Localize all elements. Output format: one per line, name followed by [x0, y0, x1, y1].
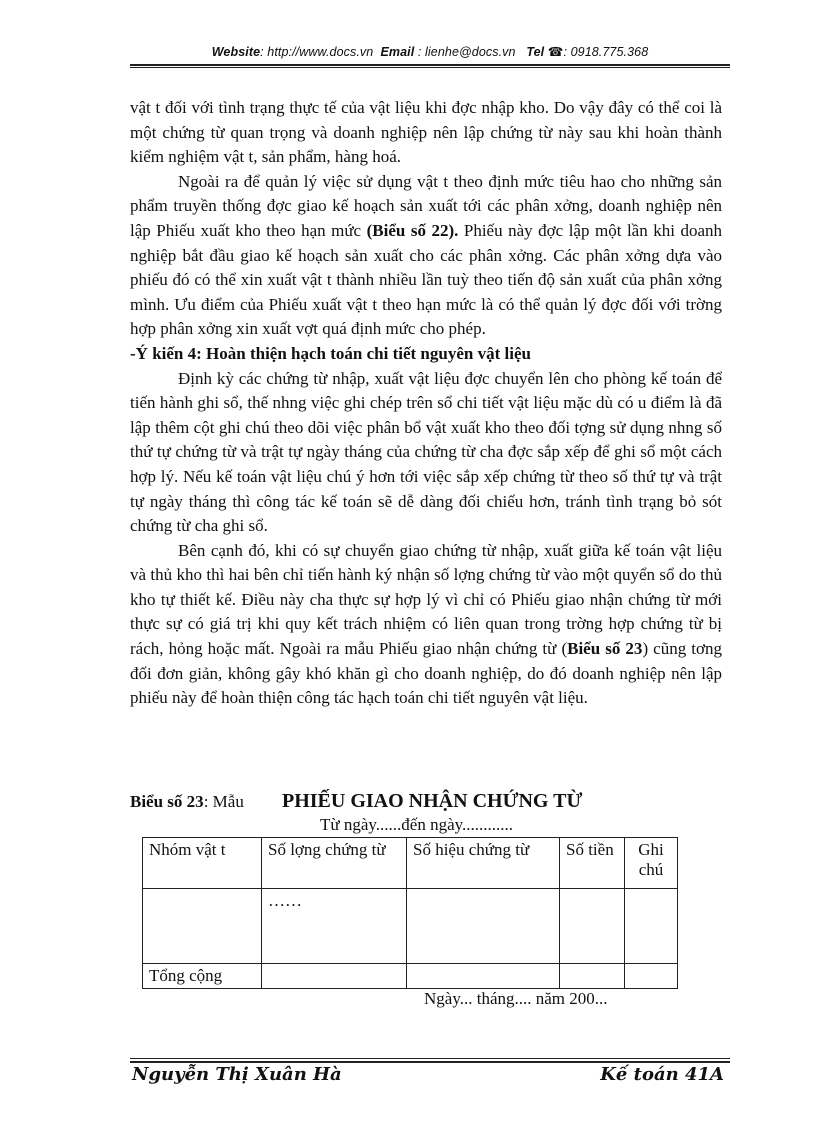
- table-cell: ……: [262, 889, 407, 964]
- paragraph-4-bold-ref: Biểu số 23: [567, 639, 643, 659]
- paragraph-2-bold-ref: (Biểu số 22).: [366, 220, 459, 240]
- table-cell: [625, 964, 678, 989]
- table-header-row: [143, 838, 678, 889]
- paragraph-4-text-b: ) cũng tơng đối đơn giản, không gây khó khăn gì cho doanh nghiệp, do đó doanh nghiệp nên lập phiếu này để hoàn thiện công tác hạch toán chi tiết nguyên vật liệu.: [130, 639, 722, 708]
- form-label: [130, 792, 244, 812]
- column-header: Ghi chú: [625, 838, 678, 889]
- website-label: Website: [211, 45, 261, 59]
- paragraph-2-text-b: Phiếu này đợc lập một lần khi doanh nghiệp bắt đầu giao kế hoạch sản xuất cho các phân xởng. Các phân xởng dựa vào phiếu đó có thể xin xuất vật t thành nhiều lần tuỳ theo tiến độ sản xuất của phân xởng mình. Ưu điểm của Phiếu xuất vật t theo hạn mức là có thể quản lý đợc đối với trờng hợp phân xởng xin xuất vợt quá định mức cho phép.: [130, 220, 722, 339]
- email-value: : lienhe@docs.vn: [417, 45, 516, 59]
- table-cell: [560, 964, 625, 989]
- email-label: Email: [380, 45, 415, 59]
- tel-label: Tel ☎: [526, 45, 564, 59]
- paragraph-2: [130, 170, 722, 342]
- paragraph-3: Định kỳ các chứng từ nhập, xuất vật liệu đợc chuyển lên cho phòng kế toán để tiến hành ghi sổ, thế nhng việc ghi chép trên sổ chi tiết vật liệu mặc dù có u điểm là đã lập thêm cột ghi chú theo dõi việc phân bổ vật xuất kho theo đối tợng sử dụng nhng số thứ tự chứng từ và trật tự ngày tháng của chứng từ cha đợc sắp xếp để ghi sổ một cách hợp lý. Nếu kế toán vật liệu chú ý hơn tới việc sắp xếp chứng từ theo số thứ tự và trật tự ngày tháng thì công tác kế toán sẽ dễ dàng đối chiếu hơn, tránh tình trạng bỏ sót chứng từ cha ghi sổ.: [130, 368, 722, 536]
- paragraph-4-text-a: Bên cạnh đó, khi có sự chuyển giao chứng từ nhập, xuất giữa kế toán vật liệu và thủ kho thì hai bên chỉ tiến hành ký nhận số lợng chứng từ vào một quyển sổ do thủ kho tự thiết kế. Điều này cha thực sự hợp lý vì chỉ có Phiếu giao nhận chứng từ mới thực sự có giá trị khi quy kết trách nhiệm có liên quan trong trờng hợp chứng từ bị rách, hỏng hoặc mất. Ngoài ra mẫu Phiếu giao nhận chứng từ (: [130, 540, 722, 659]
- column-header: Số hiệu chứng từ: [407, 838, 560, 889]
- sign-date: Ngày... tháng.... năm 200...: [424, 989, 608, 1008]
- column-header: Nhóm vật t: [143, 838, 262, 889]
- paragraph-1: vật t đối với tình trạng thực tế của vật liệu khi đợc nhập kho. Do vậy đây có thể coi là một chứng từ quan trọng và doanh nghiệp nên lập chứng từ này sau khi hoàn thành kiểm nghiệm vật t, sản phẩm, hàng hoá.: [130, 98, 722, 167]
- total-label: Tổng cộng: [143, 964, 262, 989]
- paragraph-4: [130, 539, 722, 711]
- column-header: Số tiền: [560, 838, 625, 889]
- table-cell: [143, 889, 262, 964]
- form-label-rest: : Mẫu: [203, 792, 244, 811]
- document-body: [130, 96, 722, 711]
- tel-value: : 0918.775.368: [563, 45, 649, 59]
- footer-rule: [130, 1058, 730, 1059]
- table-cell: [625, 889, 678, 964]
- section-heading-4: -Ý kiến 4: Hoàn thiện hạch toán chi tiết nguyên vật liệu: [130, 343, 531, 363]
- header-rule: [130, 64, 730, 68]
- form-label-bold: Biểu số 23: [130, 792, 204, 811]
- table-row: [143, 889, 678, 964]
- paragraph-2-text-a: Ngoài ra để quản lý việc sử dụng vật t theo định mức tiêu hao cho những sản phẩm truyền thống đợc giao kế hoạch sản xuất tới các phân xởng, doanh nghiệp nên lập Phiếu xuất kho theo hạn mức: [130, 171, 722, 240]
- delivery-receipt-table: [142, 837, 678, 989]
- table-cell: [262, 964, 407, 989]
- footer-class: Kế toán 41A: [600, 1064, 724, 1085]
- form-title-row: [130, 790, 730, 816]
- footer-rule-thick: [130, 1061, 730, 1063]
- table-total-row: [143, 964, 678, 989]
- table-cell: [407, 964, 560, 989]
- footer-author: Nguyễn Thị Xuân Hà: [132, 1064, 342, 1085]
- form-title: PHIẾU GIAO NHẬN CHỨNG TỪ: [282, 790, 583, 812]
- form-date-range: Từ ngày......đến ngày............: [320, 815, 514, 834]
- table-cell: [560, 889, 625, 964]
- table-cell: [407, 889, 560, 964]
- website-value: : http://www.docs.vn: [260, 45, 374, 59]
- column-header: Số lợng chứng từ: [262, 838, 407, 889]
- page-header: [130, 44, 730, 59]
